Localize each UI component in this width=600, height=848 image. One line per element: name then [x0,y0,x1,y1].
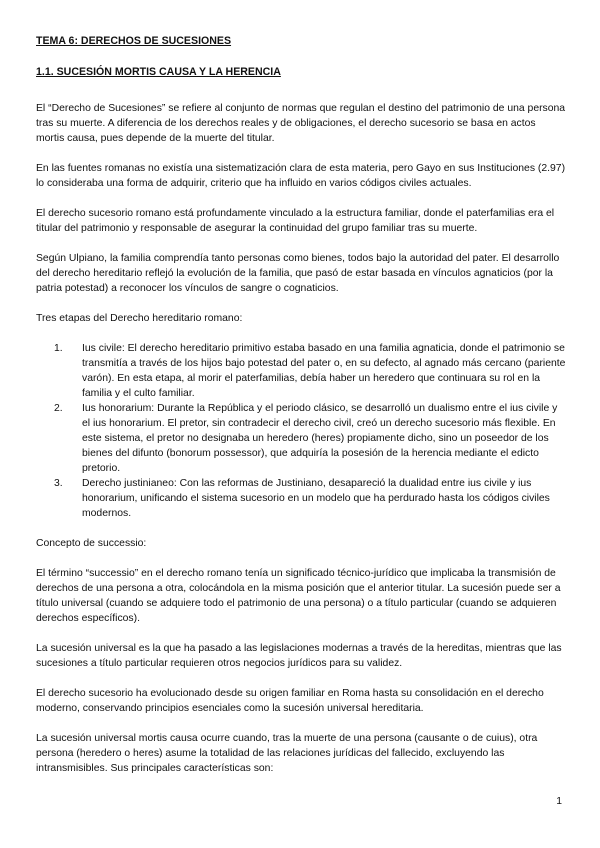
list-item-text: Derecho justinianeo: Con las reformas de Justiniano, desapareció la dualidad entre ius civile y ius honorarium, unificando el sistema sucesorio en un modelo que ha perdurado hasta los códigos civiles modernos. [82,478,550,519]
paragraph: El término “successio” en el derecho romano tenía un significado técnico-jurídico que implicaba la transmisión de derechos de una persona a otra, colocándola en la misma posición que el anterior titular. La sucesión puede ser a título universal (cuando se adquiere todo el patrimonio de una persona) o a título particular (cuando se adquieren derechos específicos). [36,568,561,624]
paragraph: Según Ulpiano, la familia comprendía tanto personas como bienes, todos bajo la autoridad del pater. El desarrollo del derecho hereditario reflejó la evolución de la familia, que pasó de estar basada en vínculos agnaticios (por la patria potestad) a reconocer los vínculos de sangre o cognaticios. [36,253,560,294]
paragraph: La sucesión universal es la que ha pasado a las legislaciones modernas a través de la hereditas, mientras que las sucesiones a título particular requieren otros negocios jurídicos para su validez. [36,643,562,669]
list-item [36,401,566,476]
subheading-paragraph: Concepto de successio: [36,538,147,549]
list-item-text: Ius civile: El derecho hereditario primitivo estaba basado en una familia agnaticia, donde el patrimonio se transmitía a través de los hijos bajo potestad del pater o, en su defecto, al agnado más cercano (pariente varón). En esta etapa, al morir el paterfamilias, debía haber un heredero que continuara su rol en la familia y el culto familiar. [82,343,566,399]
list-number: 2. [54,403,63,414]
document-page [36,34,566,791]
list-item [36,476,566,521]
paragraph: La sucesión universal mortis causa ocurre cuando, tras la muerte de una persona (causante o de cuius), otra persona (heredero o heres) asume la totalidad de las relaciones jurídicas del fallecido, excluyendo las intransmisibles. Sus principales características son: [36,733,538,774]
list-number: 1. [54,343,63,354]
paragraph: El derecho sucesorio romano está profundamente vinculado a la estructura familiar, donde el paterfamilias era el titular del patrimonio y responsable de asegurar la continuidad del grupo familiar tras su muerte. [36,208,555,234]
paragraph: El derecho sucesorio ha evolucionado desde su origen familiar en Roma hasta su consolidación en el derecho moderno, conservando principios esenciales como la sucesión universal hereditaria. [36,688,544,714]
list-intro: Tres etapas del Derecho hereditario romano: [36,313,243,324]
paragraph: En las fuentes romanas no existía una sistematización clara de esta materia, pero Gayo en sus Instituciones (2.97) lo consideraba una forma de adquirir, criterio que ha influido en varios códigos civiles actuales. [36,163,566,189]
list-item-text: Ius honorarium: Durante la República y el periodo clásico, se desarrolló un dualismo entre el ius civile y el ius honorarium. El pretor, sin contradecir el derecho civil, creó un derecho sucesorio más flexible. En este sistema, el pretor no designaba un heredero (heres) propiamente dicho, sino un poseedor de los bienes del difunto (bonorum possessor), que adquiría la posesión de la herencia mediante el edicto pretorio. [82,403,558,474]
document-title: TEMA 6: DERECHOS DE SUCESIONES [36,35,232,47]
stages-list [36,341,566,521]
section-heading: 1.1. SUCESIÓN MORTIS CAUSA Y LA HERENCIA [36,66,281,78]
paragraph: El “Derecho de Sucesiones” se refiere al conjunto de normas que regulan el destino del patrimonio de una persona tras su muerte. A diferencia de los derechos reales y de obligaciones, el derecho sucesorio se basa en actos mortis causa, pues depende de la muerte del titular. [36,103,566,144]
list-item [36,341,566,401]
list-number: 3. [54,478,63,489]
page-number: 1 [556,796,562,807]
